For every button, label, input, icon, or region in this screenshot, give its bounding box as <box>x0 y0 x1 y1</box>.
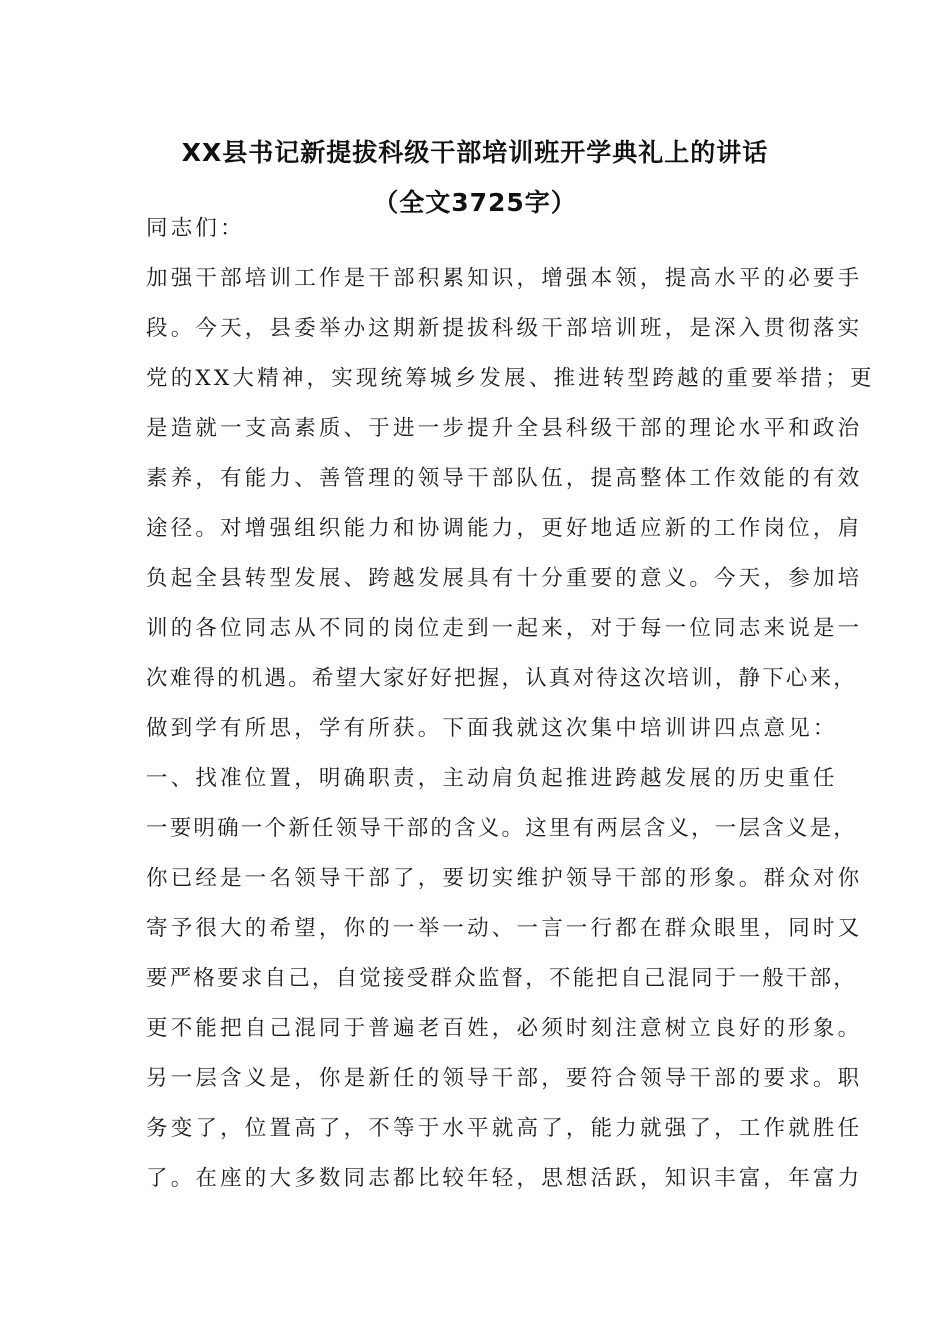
body-line: 是造就一支高素质、于进一步提升全县科级干部的理论水平和政治 <box>146 416 863 441</box>
body-line: 务变了，位置高了，不等于水平就高了，能力就强了，工作就胜任 <box>146 1116 863 1141</box>
body-line: 加强干部培训工作是干部积累知识，增强本领，提高水平的必要手 <box>146 266 863 291</box>
section-heading: 一、找准位置，明确职责，主动肩负起推进跨越发展的历史重任 <box>146 766 838 791</box>
document-subtitle: （全文3725字） <box>373 188 577 217</box>
body-line: 做到学有所思，学有所获。下面我就这次集中培训讲四点意见： <box>146 716 838 741</box>
document-title: XX县书记新提拔科级干部培训班开学典礼上的讲话 <box>181 138 769 167</box>
body-line: 要严格要求自己，自觉接受群众监督，不能把自己混同于一般干部， <box>146 966 858 991</box>
body-line: 一要明确一个新任领导干部的含义。这里有两层含义，一层含义是， <box>146 816 858 841</box>
body-line: 途径。对增强组织能力和协调能力，更好地适应新的工作岗位，肩 <box>146 516 863 541</box>
body-line: 党的XX大精神，实现统筹城乡发展、推进转型跨越的重要举措；更 <box>146 366 875 391</box>
body-line: 训的各位同志从不同的岗位走到一起来，对于每一位同志来说是一 <box>146 616 863 641</box>
body-line: 了。在座的大多数同志都比较年轻，思想活跃，知识丰富，年富力 <box>146 1166 863 1191</box>
body-line: 你已经是一名领导干部了，要切实维护领导干部的形象。群众对你 <box>146 866 863 891</box>
document-body <box>146 204 875 1204</box>
body-line: 另一层含义是，你是新任的领导干部，要符合领导干部的要求。职 <box>146 1066 863 1091</box>
salutation-line: 同志们： <box>146 216 245 241</box>
body-line: 更不能把自己混同于普遍老百姓，必须时刻注意树立良好的形象。 <box>146 1016 863 1041</box>
body-line: 次难得的机遇。希望大家好好把握，认真对待这次培训，静下心来， <box>146 666 858 691</box>
body-line: 段。今天，县委举办这期新提拔科级干部培训班，是深入贯彻落实 <box>146 316 863 341</box>
body-line: 负起全县转型发展、跨越发展具有十分重要的意义。今天，参加培 <box>146 566 863 591</box>
body-line: 素养，有能力、善管理的领导干部队伍，提高整体工作效能的有效 <box>146 466 863 491</box>
body-line: 寄予很大的希望，你的一举一动、一言一行都在群众眼里，同时又 <box>146 916 863 941</box>
